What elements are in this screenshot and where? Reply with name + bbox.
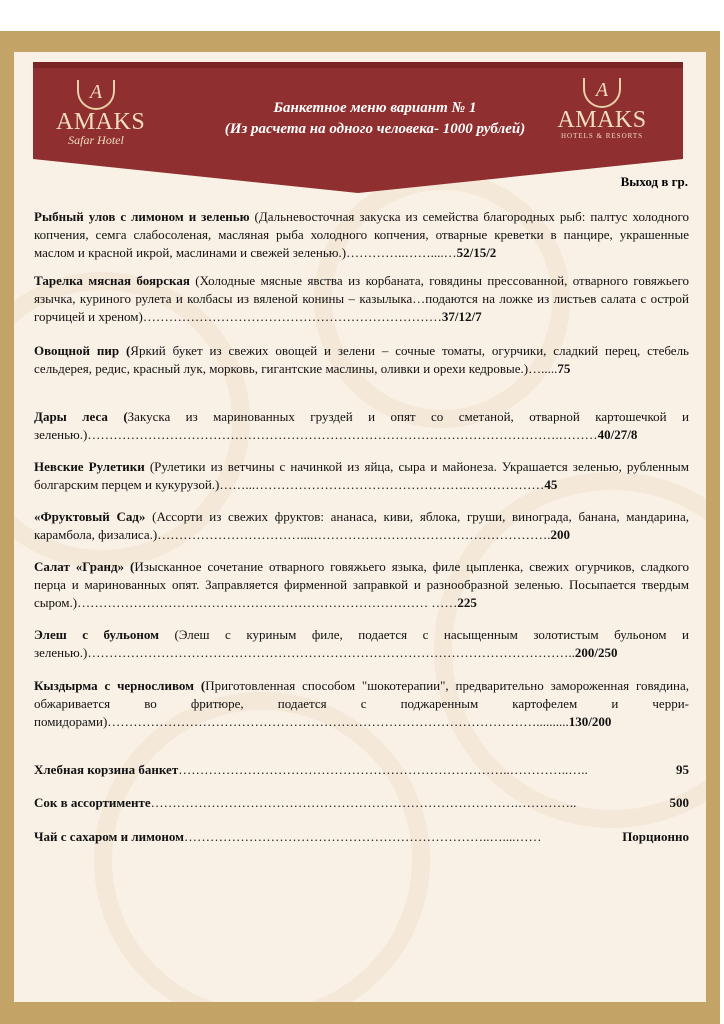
laurel-wreath-icon: A [77, 80, 115, 110]
item-name: «Фруктовый Сад» [34, 509, 146, 524]
item-name: Рыбный улов с лимоном и зеленью [34, 209, 250, 224]
item-amount: 225 [457, 595, 477, 610]
item-amount: 40/27/8 [597, 427, 638, 442]
logo-subtitle: HOTELS & RESORTS [560, 132, 644, 140]
item-description: Изысканное сочетание отварного говяжьего языка, филе цыпленка, свежих огурчиков, сладкого перца и маринованных опят. Заправляется фирменной заправкой и разнообразной зеленью. Посыпается твердым сыром.)……………………………………………………………………… …… [34, 559, 689, 610]
menu-item [34, 342, 689, 378]
laurel-wreath-icon: A [583, 78, 621, 108]
column-header-weight: Выход в гр. [620, 174, 688, 189]
item-name: Дары леса ( [34, 409, 128, 424]
menu-item [34, 272, 689, 326]
item-name: Элеш с бульоном [34, 627, 159, 642]
item-name: Тарелка мясная боярская [34, 273, 190, 288]
item-name: Кыздырма с черносливом ( [34, 678, 206, 693]
menu-item [34, 677, 689, 731]
item-description: Приготовленная способом "шокотерапии", предварительно замороженная говядина, обжаривается во фритюре, подается с поджаренным картофелем и черри-помидорами)……………………………………………………………………………………….......... [34, 678, 689, 729]
item-name: Салат «Гранд» ( [34, 559, 135, 574]
extra-item [34, 794, 689, 812]
leader-dots: ………………………………………………………………………….………….. [150, 795, 577, 810]
extra-amount: 500 [669, 795, 689, 810]
item-description: (Элеш с куриным филе, подается с насыщенным золотистым бульоном и зеленью.)………………………………………………………………………………………………….. [34, 627, 690, 660]
menu-item [34, 508, 689, 544]
logo-subtitle: Safar Hotel [68, 133, 124, 147]
item-description: (Рулетики из ветчины с начинкой из яйца, сыра и майонеза. Украшается зеленью, рубленным болгарским перцем и кукурузой.)……...………………………………………….……………… [34, 459, 689, 492]
title-line-1: Банкетное меню вариант № 1 [273, 100, 477, 116]
item-amount: 75 [557, 361, 571, 376]
item-description: (Дальневосточная закуска из семейства благородных рыб: палтус холодного копчения, семга слабосоленая, масляная рыба холодного копчения, отварные креветки в панцире, украшенные маслом и красной икрой, маслинами и свежей зеленью.)…………..……....… [34, 209, 689, 260]
leader-dots: ……………………………………………………………..…....…… [183, 829, 542, 844]
item-name: Овощной пир ( [34, 343, 131, 358]
extra-name: Хлебная корзина банкет [34, 762, 179, 777]
item-amount: 45 [544, 477, 558, 492]
leader-dots: …………………………………………………………………..…………..….. [178, 762, 588, 777]
menu-item [34, 558, 689, 612]
item-name: Невские Рулетики [34, 459, 145, 474]
extra-name: Чай с сахаром и лимоном [34, 829, 184, 844]
item-description: Яркий букет из свежих овощей и зелени – сочные томаты, огурчики, сладкий перец, стебель сельдерея, редис, красный лук, морковь, гигантские маслины, оливки и орехи кедровые.)…..... [34, 343, 689, 376]
item-description: (Холодные мясные явства из корбаната, говядины прессованной, отварного говяжьего язычка, куриного рулета и колбасы из вяленой конины – казылыка…подаются на ложке из листьев салата с острой горчицей и хреном)…………………………………………………………… [34, 273, 689, 324]
menu-item [34, 208, 689, 262]
menu-title [170, 98, 580, 140]
item-amount: 200/250 [574, 645, 618, 660]
title-line-2: (Из расчета на одного человека- 1000 рублей) [224, 121, 526, 137]
item-amount: 37/12/7 [441, 309, 482, 324]
menu-item [34, 626, 689, 662]
item-amount: 130/200 [568, 714, 612, 729]
menu-item [34, 408, 689, 444]
extra-amount: Порционно [622, 829, 689, 844]
item-description: (Ассорти из свежих фруктов: ананаса, киви, яблока, груши, винограда, банана, мандарина, карамбола, физалиса.)……………………………....………………………………………………. [34, 509, 689, 542]
extra-name: Сок в ассортименте [34, 795, 151, 810]
amaks-safar-logo [56, 80, 146, 147]
item-amount: 200 [550, 527, 570, 542]
logo-brand: AMAKS [56, 109, 146, 135]
extra-item [34, 761, 689, 779]
extra-item [34, 828, 689, 846]
item-description: Закуска из маринованных груздей и опят со сметаной, отварной картошечкой и зеленью.)……………………………………………………………………………………………….……… [34, 409, 689, 442]
logo-brand: AMAKS [557, 107, 647, 133]
menu-item [34, 458, 689, 494]
item-amount: 52/15/2 [456, 245, 497, 260]
extra-amount: 95 [676, 762, 689, 777]
